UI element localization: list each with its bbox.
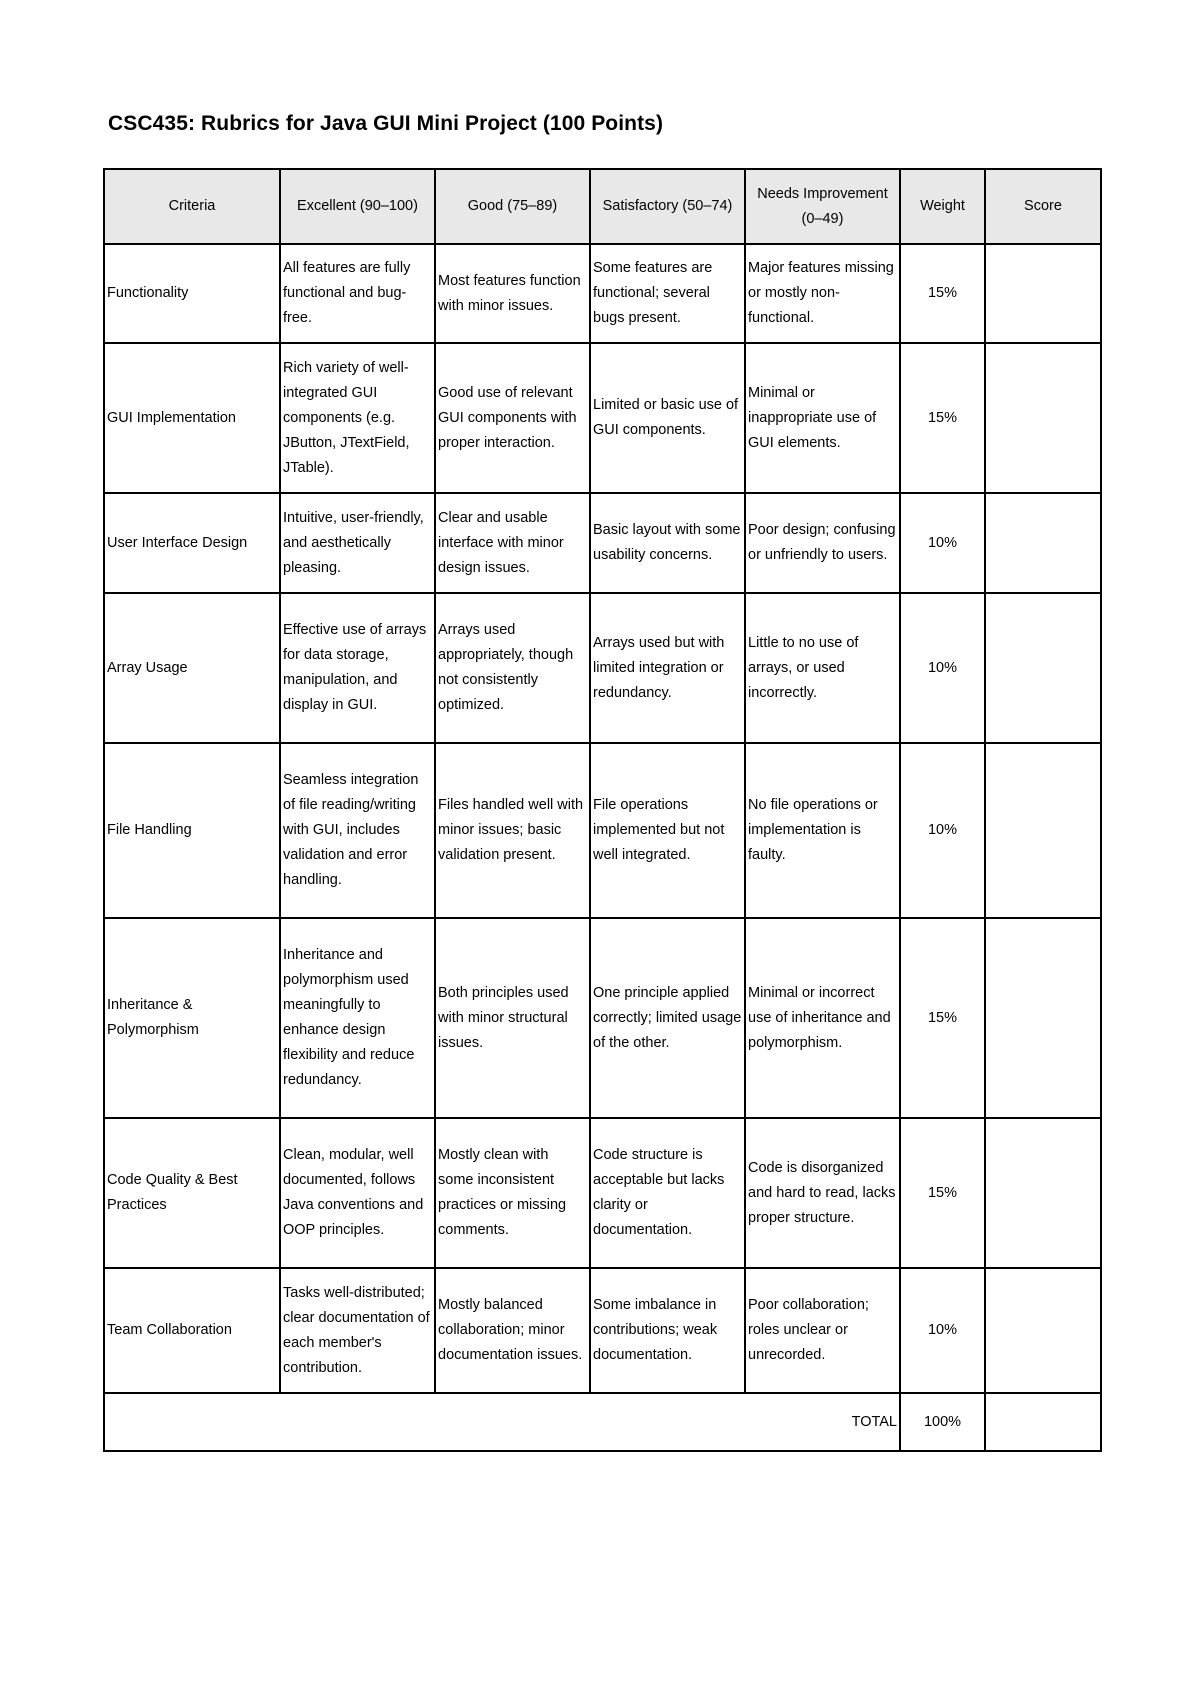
weight-cell: 10% [900, 493, 985, 593]
excellent-cell: Rich variety of well-integrated GUI components (e.g. JButton, JTextField, JTable). [280, 343, 435, 493]
score-cell [985, 743, 1101, 918]
weight-cell: 10% [900, 743, 985, 918]
excellent-cell: Clean, modular, well documented, follows Java conventions and OOP principles. [280, 1118, 435, 1268]
needs-improvement-cell: Poor design; confusing or unfriendly to users. [745, 493, 900, 593]
criteria-cell: File Handling [104, 743, 280, 918]
table-row [104, 743, 1101, 918]
table-row [104, 593, 1101, 743]
satisfactory-cell: Some imbalance in contributions; weak documentation. [590, 1268, 745, 1393]
criteria-cell: GUI Implementation [104, 343, 280, 493]
total-score-cell [985, 1393, 1101, 1451]
satisfactory-cell: Arrays used but with limited integration or redundancy. [590, 593, 745, 743]
criteria-cell: Array Usage [104, 593, 280, 743]
satisfactory-cell: Some features are functional; several bugs present. [590, 244, 745, 343]
needs-improvement-cell: Little to no use of arrays, or used incorrectly. [745, 593, 900, 743]
header-row [104, 169, 1101, 244]
excellent-cell: All features are fully functional and bug-free. [280, 244, 435, 343]
score-cell [985, 593, 1101, 743]
table-row [104, 1268, 1101, 1393]
good-cell: Good use of relevant GUI components with proper interaction. [435, 343, 590, 493]
satisfactory-cell: File operations implemented but not well integrated. [590, 743, 745, 918]
excellent-cell: Seamless integration of file reading/writing with GUI, includes validation and error handling. [280, 743, 435, 918]
rubric-table [103, 168, 1102, 1452]
criteria-cell: Inheritance & Polymorphism [104, 918, 280, 1118]
header-satisfactory: Satisfactory (50–74) [590, 169, 745, 244]
total-row [104, 1393, 1101, 1451]
weight-cell: 15% [900, 244, 985, 343]
excellent-cell: Effective use of arrays for data storage, manipulation, and display in GUI. [280, 593, 435, 743]
header-score: Score [985, 169, 1101, 244]
satisfactory-cell: One principle applied correctly; limited usage of the other. [590, 918, 745, 1118]
good-cell: Files handled well with minor issues; basic validation present. [435, 743, 590, 918]
score-cell [985, 1268, 1101, 1393]
good-cell: Clear and usable interface with minor design issues. [435, 493, 590, 593]
header-criteria: Criteria [104, 169, 280, 244]
weight-cell: 10% [900, 593, 985, 743]
criteria-cell: Code Quality & Best Practices [104, 1118, 280, 1268]
good-cell: Most features function with minor issues. [435, 244, 590, 343]
satisfactory-cell: Code structure is acceptable but lacks clarity or documentation. [590, 1118, 745, 1268]
page-title: CSC435: Rubrics for Java GUI Mini Project (100 Points) [108, 112, 664, 135]
total-weight: 100% [900, 1393, 985, 1451]
needs-improvement-cell: Minimal or inappropriate use of GUI elements. [745, 343, 900, 493]
good-cell: Both principles used with minor structural issues. [435, 918, 590, 1118]
needs-improvement-cell: Poor collaboration; roles unclear or unrecorded. [745, 1268, 900, 1393]
weight-cell: 15% [900, 1118, 985, 1268]
good-cell: Mostly clean with some inconsistent practices or missing comments. [435, 1118, 590, 1268]
good-cell: Arrays used appropriately, though not consistently optimized. [435, 593, 590, 743]
criteria-cell: Team Collaboration [104, 1268, 280, 1393]
table-row [104, 1118, 1101, 1268]
total-label: TOTAL [104, 1393, 900, 1451]
criteria-cell: Functionality [104, 244, 280, 343]
criteria-cell: User Interface Design [104, 493, 280, 593]
good-cell: Mostly balanced collaboration; minor documentation issues. [435, 1268, 590, 1393]
needs-improvement-cell: Minimal or incorrect use of inheritance and polymorphism. [745, 918, 900, 1118]
weight-cell: 15% [900, 343, 985, 493]
header-excellent: Excellent (90–100) [280, 169, 435, 244]
weight-cell: 10% [900, 1268, 985, 1393]
excellent-cell: Intuitive, user-friendly, and aesthetically pleasing. [280, 493, 435, 593]
score-cell [985, 244, 1101, 343]
score-cell [985, 1118, 1101, 1268]
table-row [104, 493, 1101, 593]
needs-improvement-cell: Major features missing or mostly non-functional. [745, 244, 900, 343]
table-row [104, 918, 1101, 1118]
table-row [104, 244, 1101, 343]
needs-improvement-cell: No file operations or implementation is faulty. [745, 743, 900, 918]
score-cell [985, 493, 1101, 593]
table-row [104, 343, 1101, 493]
satisfactory-cell: Basic layout with some usability concerns. [590, 493, 745, 593]
excellent-cell: Tasks well-distributed; clear documentation of each member's contribution. [280, 1268, 435, 1393]
needs-improvement-cell: Code is disorganized and hard to read, lacks proper structure. [745, 1118, 900, 1268]
excellent-cell: Inheritance and polymorphism used meaningfully to enhance design flexibility and reduce redundancy. [280, 918, 435, 1118]
header-needs-improvement: Needs Improvement (0–49) [745, 169, 900, 244]
header-good: Good (75–89) [435, 169, 590, 244]
score-cell [985, 918, 1101, 1118]
score-cell [985, 343, 1101, 493]
weight-cell: 15% [900, 918, 985, 1118]
header-weight: Weight [900, 169, 985, 244]
satisfactory-cell: Limited or basic use of GUI components. [590, 343, 745, 493]
